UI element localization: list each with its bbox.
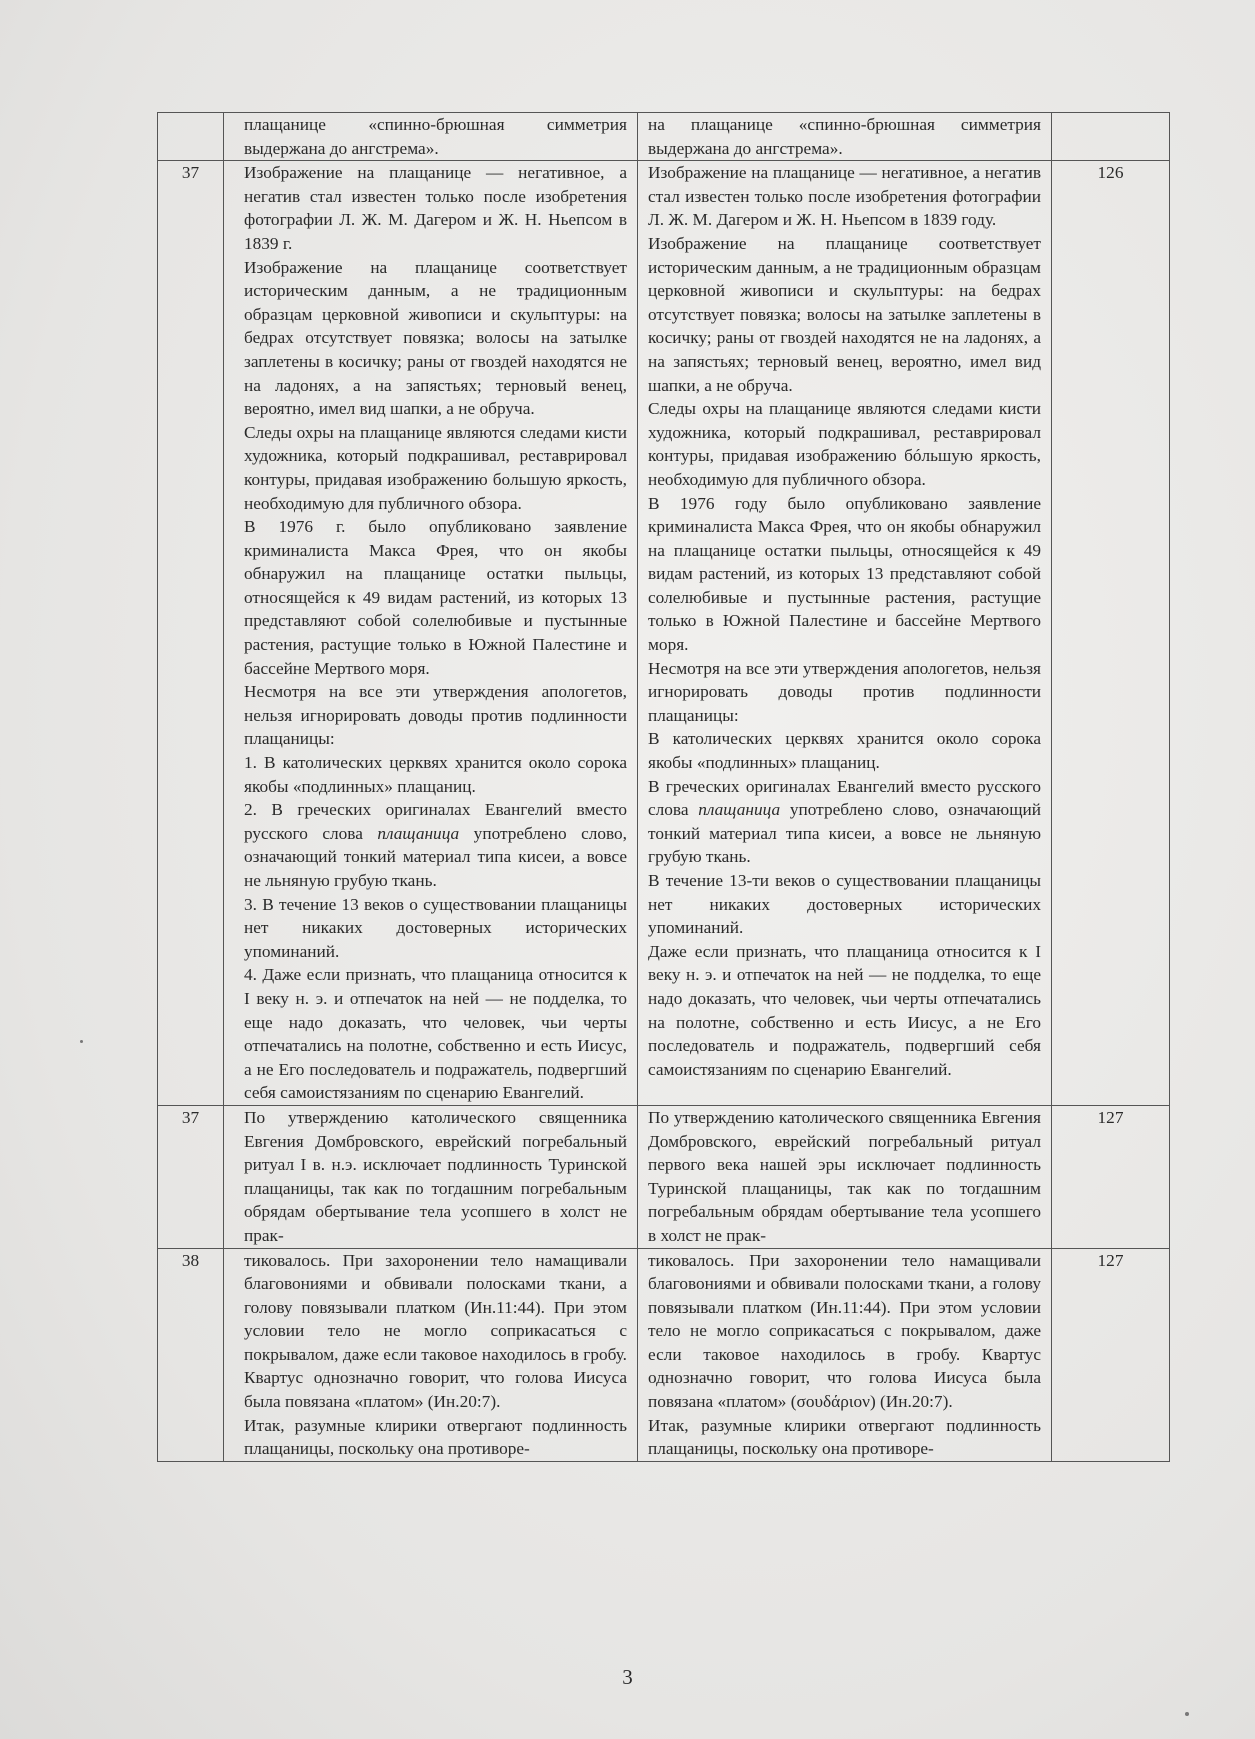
text-paragraph: плащанице «спинно-брюшная симметрия выдержана до ангстрема». <box>244 115 627 158</box>
text-paragraph: 4. Даже если признать, что плащаница относится к I веку н. э. и отпечаток на ней — не подделка, то еще надо доказать, что человек, чьи черты отпечатались на полотне, собственно и есть Иисус, а не Его последователь и подражатель, подвергший себя самоистязаниям по сценарию Евангелий. <box>244 965 627 1103</box>
text-paragraph: Даже если признать, что плащаница относится к I веку н. э. и отпечаток на ней — не подделка, то еще надо доказать, что человек, чьи черты отпечатались на полотне, собственно и есть Иисус, а не Его последователь и подражатель, подвергший себя самоистязаниям по сценарию Евангелий. <box>648 941 1041 1079</box>
text-paragraph: 2. В греческих оригиналах Евангелий вместо русского слова плащаница употреблено слово, означающий тонкий материал типа кисеи, а вовсе не льняную грубую ткань. <box>244 800 628 890</box>
original-text-cell <box>224 1105 638 1248</box>
text-paragraph: Итак, разумные клирики отвергают подлинность плащаницы, поскольку она противоре- <box>648 1415 1041 1459</box>
comparison-table <box>157 112 1170 1462</box>
text-paragraph: тиковалось. При захоронении тело намащивали благовониями и обвивали полосками ткани, а голову повязывали платком (Ин.11:44). При этом условии тело не могло соприкасаться с покрывалом, даже если таковое находилось в гробу. Квартус однозначно говорит, что голова Иисуса была повязана «платом» (Ин.20:7). <box>244 1250 627 1412</box>
paper-speck <box>1185 1712 1189 1716</box>
text-paragraph: В 1976 году было опубликовано заявление криминалиста Макса Фрея, что он якобы обнаружил на плащанице остатки пыльцы, относящейся к 49 видам растений, из которых 13 представляют собой солелюбивые и пустынные растения, растущие только в Южной Палестине и бассейне Мертвого моря. <box>648 493 1041 655</box>
text-paragraph: на плащанице «спинно-брюшная симметрия выдержана до ангстрема». <box>648 115 1041 158</box>
table-body <box>158 113 1170 1462</box>
text-paragraph: Итак, разумные клирики отвергают подлинность плащаницы, поскольку она противоре- <box>244 1415 627 1459</box>
page-ref-cell: 127 <box>1052 1248 1170 1461</box>
corrected-text-cell <box>638 161 1052 1106</box>
text-paragraph: Изображение на плащанице — негативное, а негатив стал известен только после изобретения фотографии Л. Ж. М. Дагером и Ж. Н. Ньепсом в 1839 году. <box>648 163 1041 230</box>
original-text-cell <box>224 1248 638 1461</box>
table-row <box>158 113 1170 161</box>
text-paragraph: По утверждению католического священника Евгения Домбровского, еврейский погребальный ритуал I в. н.э. исключает подлинность Туринской плащаницы, так как по тогдашним погребальным обрядам обертывание тела усопшего в холст не прак- <box>244 1107 627 1245</box>
text-paragraph: 3. В течение 13 веков о существовании плащаницы нет никаких достоверных исторических упоминаний. <box>244 894 627 961</box>
original-text-cell <box>224 161 638 1106</box>
row-number-cell <box>158 113 224 161</box>
text-paragraph: Несмотря на все эти утверждения апологетов, нельзя игнорировать доводы против подлинности плащаницы: <box>648 658 1041 725</box>
row-number-cell: 38 <box>158 1248 224 1461</box>
page-ref-cell: 127 <box>1052 1105 1170 1248</box>
original-text-cell <box>224 113 638 161</box>
text-paragraph: Изображение на плащанице — негативное, а негатив стал известен только после изобретения фотографии Л. Ж. М. Дагером и Ж. Н. Ньепсом в 1839 г. <box>244 163 627 253</box>
text-paragraph: Следы охры на плащанице являются следами кисти художника, который подкрашивал, реставрировал контуры, придавая изображению большую яркость, необходимую для публичного обзора. <box>244 422 627 513</box>
page-ref-cell <box>1052 113 1170 161</box>
text-paragraph: Несмотря на все эти утверждения апологетов, нельзя игнорировать доводы против подлинности плащаницы: <box>244 682 627 749</box>
table-row <box>158 1248 1170 1461</box>
text-paragraph: В 1976 г. было опубликовано заявление криминалиста Макса Фрея, что он якобы обнаружил на плащанице остатки пыльцы, относящейся к 49 видам растений, из которых 13 представляют собой солелюбивые и пустынные растения, растущие только в Южной Палестине и бассейне Мертвого моря. <box>244 517 627 678</box>
corrected-text-cell <box>638 1105 1052 1248</box>
text-paragraph: По утверждению католического священника Евгения Домбровского, еврейский погребальный ритуал первого века нашей эры исключает подлинность Туринской плащаницы, так как по тогдашним погребальным обрядам обертывание тела усопшего в холст не прак- <box>648 1107 1041 1245</box>
row-number-cell: 37 <box>158 161 224 1106</box>
table-row <box>158 1105 1170 1248</box>
corrected-text-cell <box>638 113 1052 161</box>
text-paragraph: Изображение на плащанице соответствует историческим данным, а не традиционным образцам церковной живописи и скульптуры: на бедрах отсутствует повязка; волосы на затылке заплетены в косичку; раны от гвоздей находятся не на ладонях, а на запястьях; терновый венец, вероятно, имел вид шапки, а не обруча. <box>244 257 627 419</box>
text-paragraph: тиковалось. При захоронении тело намащивали благовониями и обвивали полосками ткани, а голову повязывали платком (Ин.11:44). При этом условии тело не могло соприкасаться с покрывалом, даже если таковое находилось в гробу. Квартус однозначно говорит, что голова Иисуса была повязана «платом» (σουδάριον) (Ин.20:7). <box>648 1250 1041 1412</box>
text-paragraph: Изображение на плащанице соответствует историческим данным, а не традиционным образцам церковной живописи и скульптуры: на бедрах отсутствует повязка; волосы на затылке заплетены в косичку; раны от гвоздей находятся не на ладонях, а на запястьях; терновый венец, вероятно, имел вид шапки, а не обруча. <box>648 233 1041 395</box>
page-ref-cell: 126 <box>1052 161 1170 1106</box>
text-paragraph: 1. В католических церквях хранится около сорока якобы «подлинных» плащаниц. <box>244 753 627 796</box>
text-paragraph: Следы охры на плащанице являются следами кисти художника, который подкрашивал, реставрировал контуры, придавая изображению бóльшую яркость, необходимую для публичного обзора. <box>648 399 1041 489</box>
corrected-text-cell <box>638 1248 1052 1461</box>
row-number-cell: 37 <box>158 1105 224 1248</box>
text-paragraph: В католических церквях хранится около сорока якобы «подлинных» плащаниц. <box>648 729 1041 773</box>
paper-speck <box>80 1040 83 1043</box>
text-paragraph: В течение 13-ти веков о существовании плащаницы нет никаких достоверных исторических упоминаний. <box>648 871 1041 938</box>
table-row <box>158 161 1170 1106</box>
page-number: 3 <box>622 1665 633 1689</box>
text-paragraph: В греческих оригиналах Евангелий вместо русского слова плащаница употреблено слово, означающий тонкий материал типа кисеи, а вовсе не льняную грубую ткань. <box>648 776 1041 867</box>
